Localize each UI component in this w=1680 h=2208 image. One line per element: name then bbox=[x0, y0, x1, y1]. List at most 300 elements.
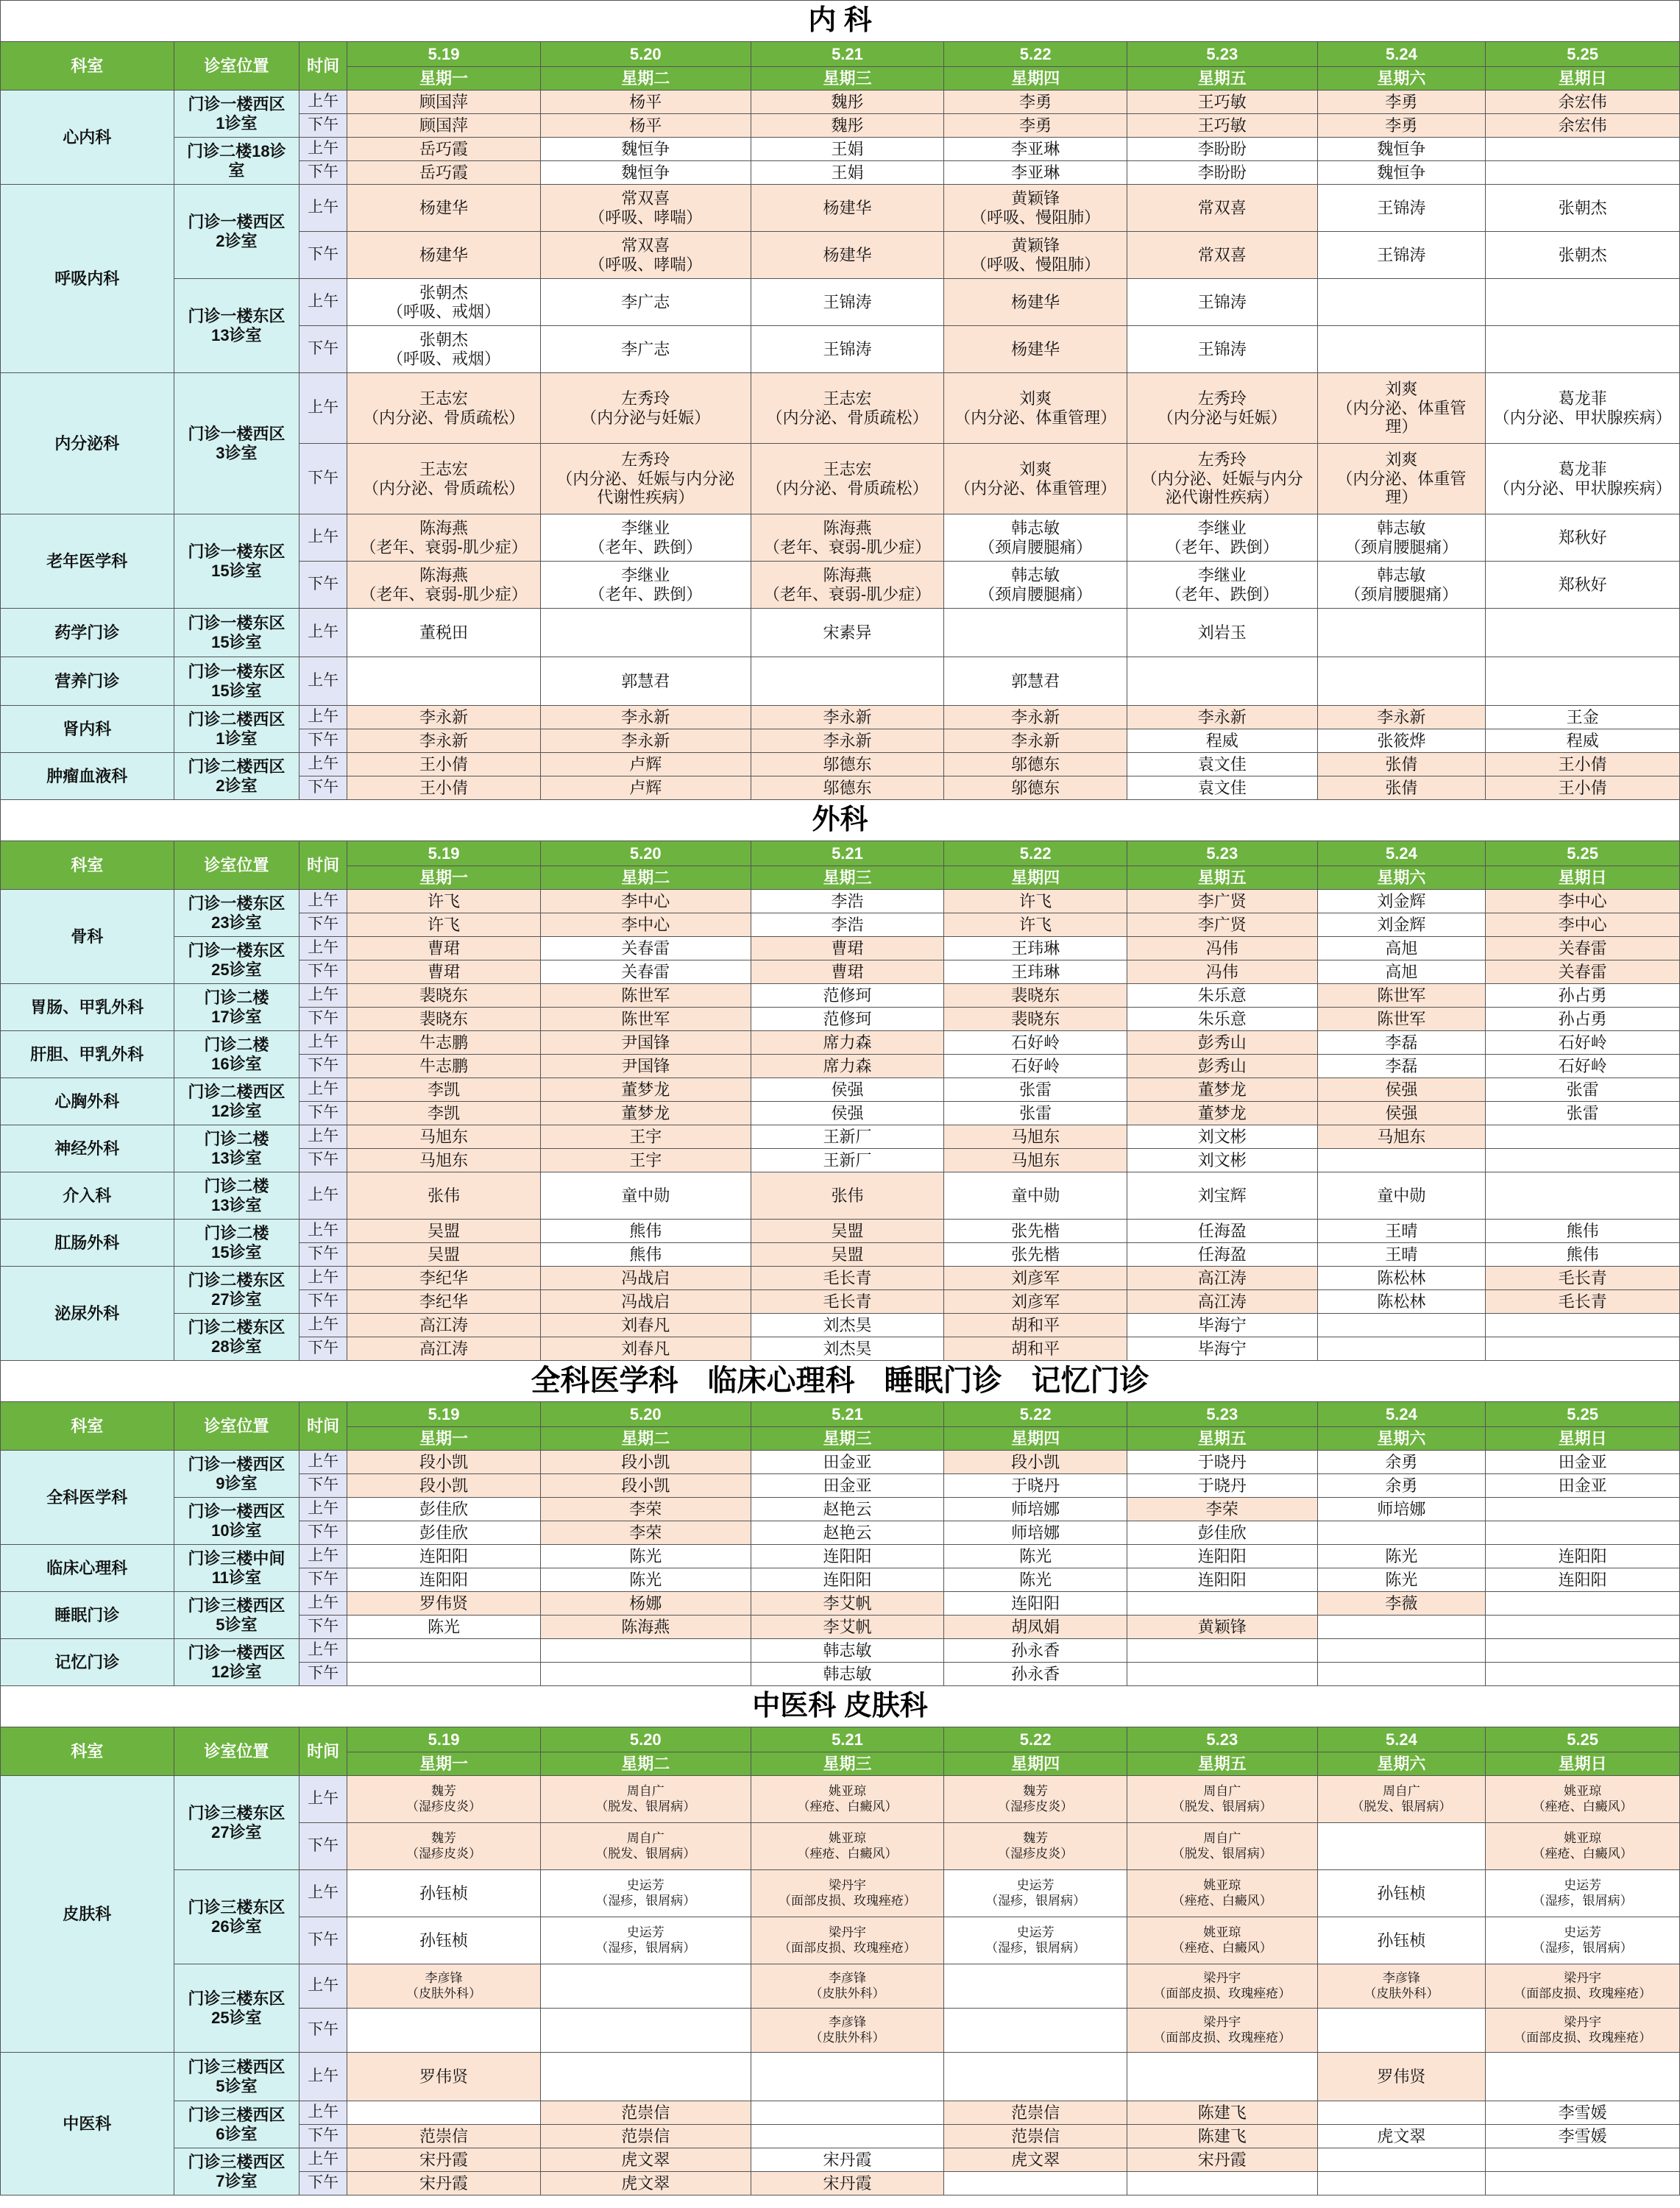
doctor-cell: 魏恒争 bbox=[1317, 138, 1486, 161]
doctor-cell: 侯强 bbox=[751, 1078, 944, 1102]
doctor-cell bbox=[1486, 2053, 1680, 2101]
doctor-cell: 李亚琳 bbox=[944, 161, 1127, 185]
doctor-cell: 陈世军 bbox=[1317, 1008, 1486, 1031]
doctor-cell: 魏芳 （湿疹皮炎） bbox=[944, 1776, 1127, 1823]
department-name: 泌尿外科 bbox=[1, 1267, 174, 1361]
department-name: 内分泌科 bbox=[1, 373, 174, 514]
doctor-cell: 魏彤 bbox=[751, 91, 944, 114]
header-date: 5.21 bbox=[751, 1727, 944, 1752]
doctor-cell: 罗伟贤 bbox=[347, 2053, 541, 2101]
header-location: 诊室位置 bbox=[174, 42, 299, 91]
doctor-cell: 陈光 bbox=[1317, 1568, 1486, 1592]
doctor-cell: 张先楷 bbox=[944, 1243, 1127, 1267]
doctor-cell: 陈光 bbox=[944, 1568, 1127, 1592]
doctor-cell: 李中心 bbox=[1486, 890, 1680, 913]
doctor-cell: 姚亚琼 （痤疮、白癜风） bbox=[1127, 1870, 1317, 1917]
header-date: 5.20 bbox=[540, 1402, 751, 1427]
clinic-location: 门诊三楼中间 11诊室 bbox=[174, 1545, 299, 1592]
doctor-cell: 裴晓东 bbox=[347, 984, 541, 1008]
doctor-cell: 袁文佳 bbox=[1127, 753, 1317, 776]
doctor-cell: 连阳阳 bbox=[1127, 1545, 1317, 1568]
doctor-cell: 王新厂 bbox=[751, 1149, 944, 1172]
doctor-cell: 关春雷 bbox=[1486, 960, 1680, 984]
clinic-location: 门诊一楼西区 10诊室 bbox=[174, 1498, 299, 1545]
header-date: 5.19 bbox=[347, 1402, 541, 1427]
doctor-cell: 李继业 （老年、跌倒） bbox=[1127, 562, 1317, 609]
session-time: 下午 bbox=[300, 1568, 347, 1592]
section-title: 内 科 bbox=[1, 1, 1680, 42]
header-date: 5.20 bbox=[540, 1727, 751, 1752]
doctor-cell: 王锦涛 bbox=[1317, 185, 1486, 232]
session-time: 上午 bbox=[300, 185, 347, 232]
doctor-cell: 裴晓东 bbox=[944, 1008, 1127, 1031]
clinic-location: 门诊一楼西区 9诊室 bbox=[174, 1451, 299, 1498]
doctor-cell: 罗伟贤 bbox=[1317, 2053, 1486, 2101]
doctor-cell: 赵艳云 bbox=[751, 1521, 944, 1545]
doctor-cell: 宋素异 bbox=[751, 609, 944, 657]
clinic-location: 门诊一楼东区 15诊室 bbox=[174, 514, 299, 609]
doctor-cell: 朱乐意 bbox=[1127, 1008, 1317, 1031]
table-row bbox=[1, 1078, 1680, 1102]
doctor-cell bbox=[1486, 138, 1680, 161]
department-name: 老年医学科 bbox=[1, 514, 174, 609]
doctor-cell: 牛志鹏 bbox=[347, 1055, 541, 1078]
session-time: 上午 bbox=[300, 1314, 347, 1337]
doctor-cell: 张朝杰 bbox=[1486, 185, 1680, 232]
header-date: 5.22 bbox=[944, 1727, 1127, 1752]
doctor-cell: 董梦龙 bbox=[540, 1078, 751, 1102]
doctor-cell bbox=[1486, 1521, 1680, 1545]
doctor-cell: 熊伟 bbox=[1486, 1220, 1680, 1243]
doctor-cell bbox=[540, 1639, 751, 1663]
doctor-cell: 段小凯 bbox=[540, 1474, 751, 1498]
table-row bbox=[1, 373, 1680, 444]
doctor-cell: 段小凯 bbox=[944, 1451, 1127, 1474]
header-date: 5.24 bbox=[1317, 1727, 1486, 1752]
doctor-cell: 邬德东 bbox=[944, 753, 1127, 776]
clinic-location: 门诊一楼东区 25诊室 bbox=[174, 937, 299, 984]
header-weekday: 星期三 bbox=[751, 1752, 944, 1776]
doctor-cell: 虎文翠 bbox=[540, 2148, 751, 2172]
doctor-cell: 王晴 bbox=[1317, 1220, 1486, 1243]
doctor-cell: 田金亚 bbox=[1486, 1474, 1680, 1498]
header-dept: 科室 bbox=[1, 841, 174, 890]
doctor-cell bbox=[1127, 1592, 1317, 1616]
doctor-cell: 虎文翠 bbox=[1317, 2125, 1486, 2148]
doctor-cell: 杨建华 bbox=[751, 185, 944, 232]
doctor-cell bbox=[1317, 2148, 1486, 2172]
doctor-cell: 李雪媛 bbox=[1486, 2125, 1680, 2148]
doctor-cell: 李荣 bbox=[1127, 1498, 1317, 1521]
clinic-location: 门诊一楼东区 23诊室 bbox=[174, 890, 299, 937]
doctor-cell: 孙永香 bbox=[944, 1639, 1127, 1663]
header-dept: 科室 bbox=[1, 42, 174, 91]
table-row bbox=[1, 1498, 1680, 1521]
doctor-cell bbox=[347, 1663, 541, 1686]
doctor-cell bbox=[944, 1964, 1127, 2009]
doctor-cell bbox=[1317, 1337, 1486, 1361]
doctor-cell: 吴盟 bbox=[751, 1243, 944, 1267]
doctor-cell: 张伟 bbox=[751, 1172, 944, 1220]
table-row bbox=[1, 1545, 1680, 1568]
clinic-location: 门诊三楼西区 5诊室 bbox=[174, 2053, 299, 2101]
doctor-cell: 史运芳 （湿疹，银屑病） bbox=[944, 1870, 1127, 1917]
doctor-cell: 李中心 bbox=[1486, 913, 1680, 937]
doctor-cell: 韩志敏 bbox=[751, 1663, 944, 1686]
header-weekday: 星期一 bbox=[347, 1427, 541, 1451]
doctor-cell: 韩志敏 （颈肩腰腿痛） bbox=[1317, 514, 1486, 562]
doctor-cell: 姚亚琼 （痤疮、白癜风） bbox=[1127, 1917, 1317, 1964]
header-weekday: 星期二 bbox=[540, 1752, 751, 1776]
session-time: 下午 bbox=[300, 161, 347, 185]
doctor-cell: 关春雷 bbox=[540, 960, 751, 984]
doctor-cell: 王娟 bbox=[751, 138, 944, 161]
doctor-cell bbox=[347, 2101, 541, 2125]
doctor-cell: 马旭东 bbox=[347, 1149, 541, 1172]
doctor-cell: 连阳阳 bbox=[944, 1592, 1127, 1616]
doctor-cell: 王志宏 （内分泌、骨质疏松） bbox=[347, 444, 541, 514]
doctor-cell: 侯强 bbox=[751, 1102, 944, 1125]
table-row bbox=[1, 2053, 1680, 2101]
clinic-location: 门诊三楼东区 25诊室 bbox=[174, 1964, 299, 2053]
doctor-cell: 程威 bbox=[1486, 729, 1680, 753]
doctor-cell: 李亚琳 bbox=[944, 138, 1127, 161]
doctor-cell: 侯强 bbox=[1317, 1078, 1486, 1102]
department-name: 呼吸内科 bbox=[1, 185, 174, 373]
doctor-cell: 郑秋好 bbox=[1486, 514, 1680, 562]
department-name: 骨科 bbox=[1, 890, 174, 984]
doctor-cell: 冯伟 bbox=[1127, 937, 1317, 960]
session-time: 上午 bbox=[300, 1451, 347, 1474]
doctor-cell: 彭秀山 bbox=[1127, 1055, 1317, 1078]
clinic-location: 门诊一楼东区 13诊室 bbox=[174, 279, 299, 373]
doctor-cell: 杨建华 bbox=[347, 232, 541, 279]
doctor-cell: 曹珺 bbox=[751, 937, 944, 960]
doctor-cell: 段小凯 bbox=[347, 1451, 541, 1474]
doctor-cell: 裴晓东 bbox=[944, 984, 1127, 1008]
session-time: 下午 bbox=[300, 1290, 347, 1314]
session-time: 下午 bbox=[300, 1616, 347, 1639]
doctor-cell: 郭慧君 bbox=[944, 657, 1127, 706]
doctor-cell: 毛长青 bbox=[1486, 1267, 1680, 1290]
header-weekday: 星期日 bbox=[1486, 67, 1680, 91]
doctor-cell: 陈光 bbox=[540, 1568, 751, 1592]
doctor-cell: 董梦龙 bbox=[540, 1102, 751, 1125]
doctor-cell: 杨建华 bbox=[944, 326, 1127, 373]
doctor-cell: 李纪华 bbox=[347, 1267, 541, 1290]
doctor-cell: 周自广 （脱发、银屑病） bbox=[540, 1823, 751, 1870]
doctor-cell bbox=[944, 2172, 1127, 2195]
doctor-cell: 董税田 bbox=[347, 609, 541, 657]
doctor-cell: 曹珺 bbox=[347, 937, 541, 960]
doctor-cell: 范崇信 bbox=[347, 2125, 541, 2148]
doctor-cell: 刘爽 （内分泌、体重管理） bbox=[944, 444, 1127, 514]
department-name: 营养门诊 bbox=[1, 657, 174, 706]
header-date: 5.23 bbox=[1127, 1402, 1317, 1427]
header-date: 5.24 bbox=[1317, 1402, 1486, 1427]
doctor-cell: 王小倩 bbox=[347, 753, 541, 776]
session-time: 上午 bbox=[300, 2148, 347, 2172]
doctor-cell bbox=[751, 2053, 944, 2101]
header-weekday: 星期六 bbox=[1317, 1752, 1486, 1776]
doctor-cell: 彭秀山 bbox=[1127, 1031, 1317, 1055]
doctor-cell: 李凯 bbox=[347, 1102, 541, 1125]
doctor-cell: 田金亚 bbox=[1486, 1451, 1680, 1474]
doctor-cell: 任海盈 bbox=[1127, 1243, 1317, 1267]
doctor-cell: 李浩 bbox=[751, 913, 944, 937]
doctor-cell: 王晴 bbox=[1317, 1243, 1486, 1267]
doctor-cell: 魏芳 （湿疹皮炎） bbox=[347, 1823, 541, 1870]
doctor-cell: 张朝杰 bbox=[1486, 232, 1680, 279]
doctor-cell: 朱乐意 bbox=[1127, 984, 1317, 1008]
header-weekday: 星期四 bbox=[944, 1752, 1127, 1776]
doctor-cell: 于晓丹 bbox=[944, 1474, 1127, 1498]
doctor-cell: 彭佳欣 bbox=[347, 1521, 541, 1545]
session-time: 上午 bbox=[300, 279, 347, 326]
department-name: 肿瘤血液科 bbox=[1, 753, 174, 800]
session-time: 上午 bbox=[300, 1870, 347, 1917]
session-time: 下午 bbox=[300, 2009, 347, 2053]
doctor-cell: 左秀玲 （内分泌、妊娠与内分泌 代谢性疾病） bbox=[540, 444, 751, 514]
doctor-cell: 王玮琳 bbox=[944, 960, 1127, 984]
doctor-cell: 尹国锋 bbox=[540, 1055, 751, 1078]
header-date: 5.20 bbox=[540, 42, 751, 67]
doctor-cell bbox=[1486, 1314, 1680, 1337]
doctor-cell: 陈世军 bbox=[540, 1008, 751, 1031]
doctor-cell: 李继业 （老年、跌倒） bbox=[1127, 514, 1317, 562]
clinic-location: 门诊二楼 17诊室 bbox=[174, 984, 299, 1031]
doctor-cell: 张雷 bbox=[1486, 1078, 1680, 1102]
clinic-location: 门诊三楼西区 6诊室 bbox=[174, 2101, 299, 2148]
doctor-cell bbox=[540, 609, 751, 657]
doctor-cell: 张雷 bbox=[1486, 1102, 1680, 1125]
doctor-cell: 余勇 bbox=[1317, 1451, 1486, 1474]
doctor-cell: 李永新 bbox=[751, 706, 944, 729]
doctor-cell bbox=[1486, 2172, 1680, 2195]
header-weekday: 星期一 bbox=[347, 1752, 541, 1776]
doctor-cell: 孙钰桢 bbox=[1317, 1870, 1486, 1917]
table-row bbox=[1, 657, 1680, 706]
doctor-cell: 李盼盼 bbox=[1127, 138, 1317, 161]
doctor-cell: 田金亚 bbox=[751, 1474, 944, 1498]
header-time: 时间 bbox=[300, 1727, 347, 1776]
department-name: 心内科 bbox=[1, 91, 174, 185]
doctor-cell: 石好岭 bbox=[1486, 1031, 1680, 1055]
doctor-cell: 韩志敏 （颈肩腰腿痛） bbox=[944, 562, 1127, 609]
doctor-cell: 常双喜 （呼吸、哮喘） bbox=[540, 185, 751, 232]
doctor-cell: 李广贤 bbox=[1127, 890, 1317, 913]
table-row bbox=[1, 1964, 1680, 2009]
session-time: 上午 bbox=[300, 1267, 347, 1290]
table-row bbox=[1, 1639, 1680, 1663]
doctor-cell: 席力森 bbox=[751, 1055, 944, 1078]
doctor-cell: 许飞 bbox=[347, 913, 541, 937]
doctor-cell: 张朝杰 （呼吸、戒烟） bbox=[347, 326, 541, 373]
doctor-cell: 范修珂 bbox=[751, 984, 944, 1008]
doctor-cell: 李继业 （老年、跌倒） bbox=[540, 514, 751, 562]
doctor-cell: 曹珺 bbox=[751, 960, 944, 984]
doctor-cell: 顾国萍 bbox=[347, 114, 541, 138]
doctor-cell: 虎文翠 bbox=[540, 2172, 751, 2195]
doctor-cell: 童中勋 bbox=[944, 1172, 1127, 1220]
header-weekday: 星期三 bbox=[751, 67, 944, 91]
doctor-cell: 李中心 bbox=[540, 913, 751, 937]
header-date: 5.21 bbox=[751, 42, 944, 67]
session-time: 下午 bbox=[300, 232, 347, 279]
doctor-cell: 李广贤 bbox=[1127, 913, 1317, 937]
doctor-cell: 常双喜 bbox=[1127, 232, 1317, 279]
doctor-cell: 程威 bbox=[1127, 729, 1317, 753]
doctor-cell: 韩志敏 （颈肩腰腿痛） bbox=[944, 514, 1127, 562]
table-row bbox=[1, 706, 1680, 729]
department-name: 记忆门诊 bbox=[1, 1639, 174, 1686]
doctor-cell bbox=[944, 2053, 1127, 2101]
doctor-cell: 周自广 （脱发、银屑病） bbox=[1127, 1776, 1317, 1823]
session-time: 下午 bbox=[300, 562, 347, 609]
header-date: 5.25 bbox=[1486, 42, 1680, 67]
header-weekday: 星期三 bbox=[751, 1427, 944, 1451]
doctor-cell bbox=[1486, 1592, 1680, 1616]
doctor-cell: 姚亚琼 （痤疮、白癜风） bbox=[751, 1823, 944, 1870]
doctor-cell: 左秀玲 （内分泌与妊娠） bbox=[1127, 373, 1317, 444]
session-time: 下午 bbox=[300, 1008, 347, 1031]
doctor-cell: 高旭 bbox=[1317, 937, 1486, 960]
doctor-cell bbox=[751, 657, 944, 706]
doctor-cell: 赵艳云 bbox=[751, 1498, 944, 1521]
session-time: 下午 bbox=[300, 2125, 347, 2148]
doctor-cell: 冯伟 bbox=[1127, 960, 1317, 984]
clinic-location: 门诊三楼东区 27诊室 bbox=[174, 1776, 299, 1870]
doctor-cell: 马旭东 bbox=[944, 1149, 1127, 1172]
doctor-cell: 孙钰桢 bbox=[347, 1870, 541, 1917]
doctor-cell: 关春雷 bbox=[1486, 937, 1680, 960]
header-weekday: 星期五 bbox=[1127, 1427, 1317, 1451]
session-time: 下午 bbox=[300, 1055, 347, 1078]
doctor-cell: 马旭东 bbox=[347, 1125, 541, 1149]
doctor-cell: 宋丹霞 bbox=[347, 2148, 541, 2172]
doctor-cell bbox=[1317, 609, 1486, 657]
clinic-location: 门诊二楼 15诊室 bbox=[174, 1220, 299, 1267]
doctor-cell: 王娟 bbox=[751, 161, 944, 185]
department-name: 皮肤科 bbox=[1, 1776, 174, 2053]
header-weekday: 星期日 bbox=[1486, 1427, 1680, 1451]
table-row bbox=[1, 1220, 1680, 1243]
header-weekday: 星期日 bbox=[1486, 866, 1680, 890]
doctor-cell bbox=[751, 2101, 944, 2125]
doctor-cell: 范修珂 bbox=[751, 1008, 944, 1031]
header-weekday: 星期四 bbox=[944, 1427, 1127, 1451]
doctor-cell: 任海盈 bbox=[1127, 1220, 1317, 1243]
doctor-cell: 吴盟 bbox=[347, 1243, 541, 1267]
doctor-cell: 周自广 （脱发、银屑病） bbox=[1317, 1776, 1486, 1823]
doctor-cell: 许飞 bbox=[347, 890, 541, 913]
session-time: 下午 bbox=[300, 729, 347, 753]
doctor-cell: 魏芳 （湿疹皮炎） bbox=[944, 1823, 1127, 1870]
doctor-cell: 李彦锋 （皮肤外科） bbox=[1317, 1964, 1486, 2009]
doctor-cell: 黄颖锋 （呼吸、慢阻肺） bbox=[944, 185, 1127, 232]
table-row bbox=[1, 138, 1680, 161]
header-date: 5.23 bbox=[1127, 841, 1317, 866]
doctor-cell: 段小凯 bbox=[540, 1451, 751, 1474]
doctor-cell bbox=[1317, 326, 1486, 373]
clinic-location: 门诊二楼西区 12诊室 bbox=[174, 1078, 299, 1125]
header-date: 5.25 bbox=[1486, 1402, 1680, 1427]
doctor-cell: 连阳阳 bbox=[347, 1568, 541, 1592]
doctor-cell: 许飞 bbox=[944, 913, 1127, 937]
doctor-cell: 刘爽 （内分泌、体重管 理） bbox=[1317, 373, 1486, 444]
doctor-cell: 毛长青 bbox=[1486, 1290, 1680, 1314]
doctor-cell: 毛长青 bbox=[751, 1290, 944, 1314]
doctor-cell: 冯战启 bbox=[540, 1290, 751, 1314]
session-time: 下午 bbox=[300, 1102, 347, 1125]
doctor-cell: 张伟 bbox=[347, 1172, 541, 1220]
doctor-cell bbox=[1486, 609, 1680, 657]
session-time: 下午 bbox=[300, 326, 347, 373]
doctor-cell: 岳巧霞 bbox=[347, 138, 541, 161]
header-weekday: 星期一 bbox=[347, 67, 541, 91]
doctor-cell bbox=[1127, 1663, 1317, 1686]
session-time: 下午 bbox=[300, 114, 347, 138]
doctor-cell: 范崇信 bbox=[540, 2125, 751, 2148]
doctor-cell: 师培娜 bbox=[944, 1521, 1127, 1545]
doctor-cell: 王志宏 （内分泌、骨质疏松） bbox=[751, 373, 944, 444]
doctor-cell bbox=[1317, 657, 1486, 706]
doctor-cell: 陈光 bbox=[1317, 1545, 1486, 1568]
doctor-cell: 席力森 bbox=[751, 1031, 944, 1055]
table-row bbox=[1, 91, 1680, 114]
department-name: 临床心理科 bbox=[1, 1545, 174, 1592]
department-name: 介入科 bbox=[1, 1172, 174, 1220]
header-weekday: 星期日 bbox=[1486, 1752, 1680, 1776]
doctor-cell: 熊伟 bbox=[1486, 1243, 1680, 1267]
doctor-cell: 李纪华 bbox=[347, 1290, 541, 1314]
doctor-cell: 毕海宁 bbox=[1127, 1337, 1317, 1361]
clinic-location: 门诊一楼东区 15诊室 bbox=[174, 657, 299, 706]
doctor-cell: 王锦涛 bbox=[1317, 232, 1486, 279]
session-time: 上午 bbox=[300, 1078, 347, 1102]
session-time: 下午 bbox=[300, 1917, 347, 1964]
doctor-cell: 王宇 bbox=[540, 1149, 751, 1172]
doctor-cell: 史运芳 （湿疹，银屑病） bbox=[540, 1917, 751, 1964]
doctor-cell: 侯强 bbox=[1317, 1102, 1486, 1125]
doctor-cell bbox=[1486, 2148, 1680, 2172]
doctor-cell: 刘文彬 bbox=[1127, 1149, 1317, 1172]
doctor-cell: 史运芳 （湿疹，银屑病） bbox=[1486, 1870, 1680, 1917]
header-location: 诊室位置 bbox=[174, 1402, 299, 1451]
session-time: 上午 bbox=[300, 373, 347, 444]
doctor-cell: 陈海燕 （老年、衰弱-肌少症） bbox=[347, 514, 541, 562]
doctor-cell: 范崇信 bbox=[944, 2101, 1127, 2125]
doctor-cell bbox=[1486, 1149, 1680, 1172]
table-row bbox=[1, 937, 1680, 960]
doctor-cell: 牛志鹏 bbox=[347, 1031, 541, 1055]
doctor-cell: 吴盟 bbox=[347, 1220, 541, 1243]
doctor-cell: 邬德东 bbox=[751, 776, 944, 800]
doctor-cell: 马旭东 bbox=[1317, 1125, 1486, 1149]
doctor-cell: 常双喜 （呼吸、哮喘） bbox=[540, 232, 751, 279]
session-time: 下午 bbox=[300, 2172, 347, 2195]
header-dept: 科室 bbox=[1, 1402, 174, 1451]
session-time: 上午 bbox=[300, 1125, 347, 1149]
doctor-cell: 石好岭 bbox=[1486, 1055, 1680, 1078]
doctor-cell: 李艾帆 bbox=[751, 1592, 944, 1616]
session-time: 上午 bbox=[300, 1964, 347, 2009]
doctor-cell: 陈光 bbox=[540, 1545, 751, 1568]
table-row bbox=[1, 2101, 1680, 2125]
doctor-cell: 李永新 bbox=[944, 706, 1127, 729]
doctor-cell bbox=[1486, 161, 1680, 185]
department-name: 肾内科 bbox=[1, 706, 174, 753]
